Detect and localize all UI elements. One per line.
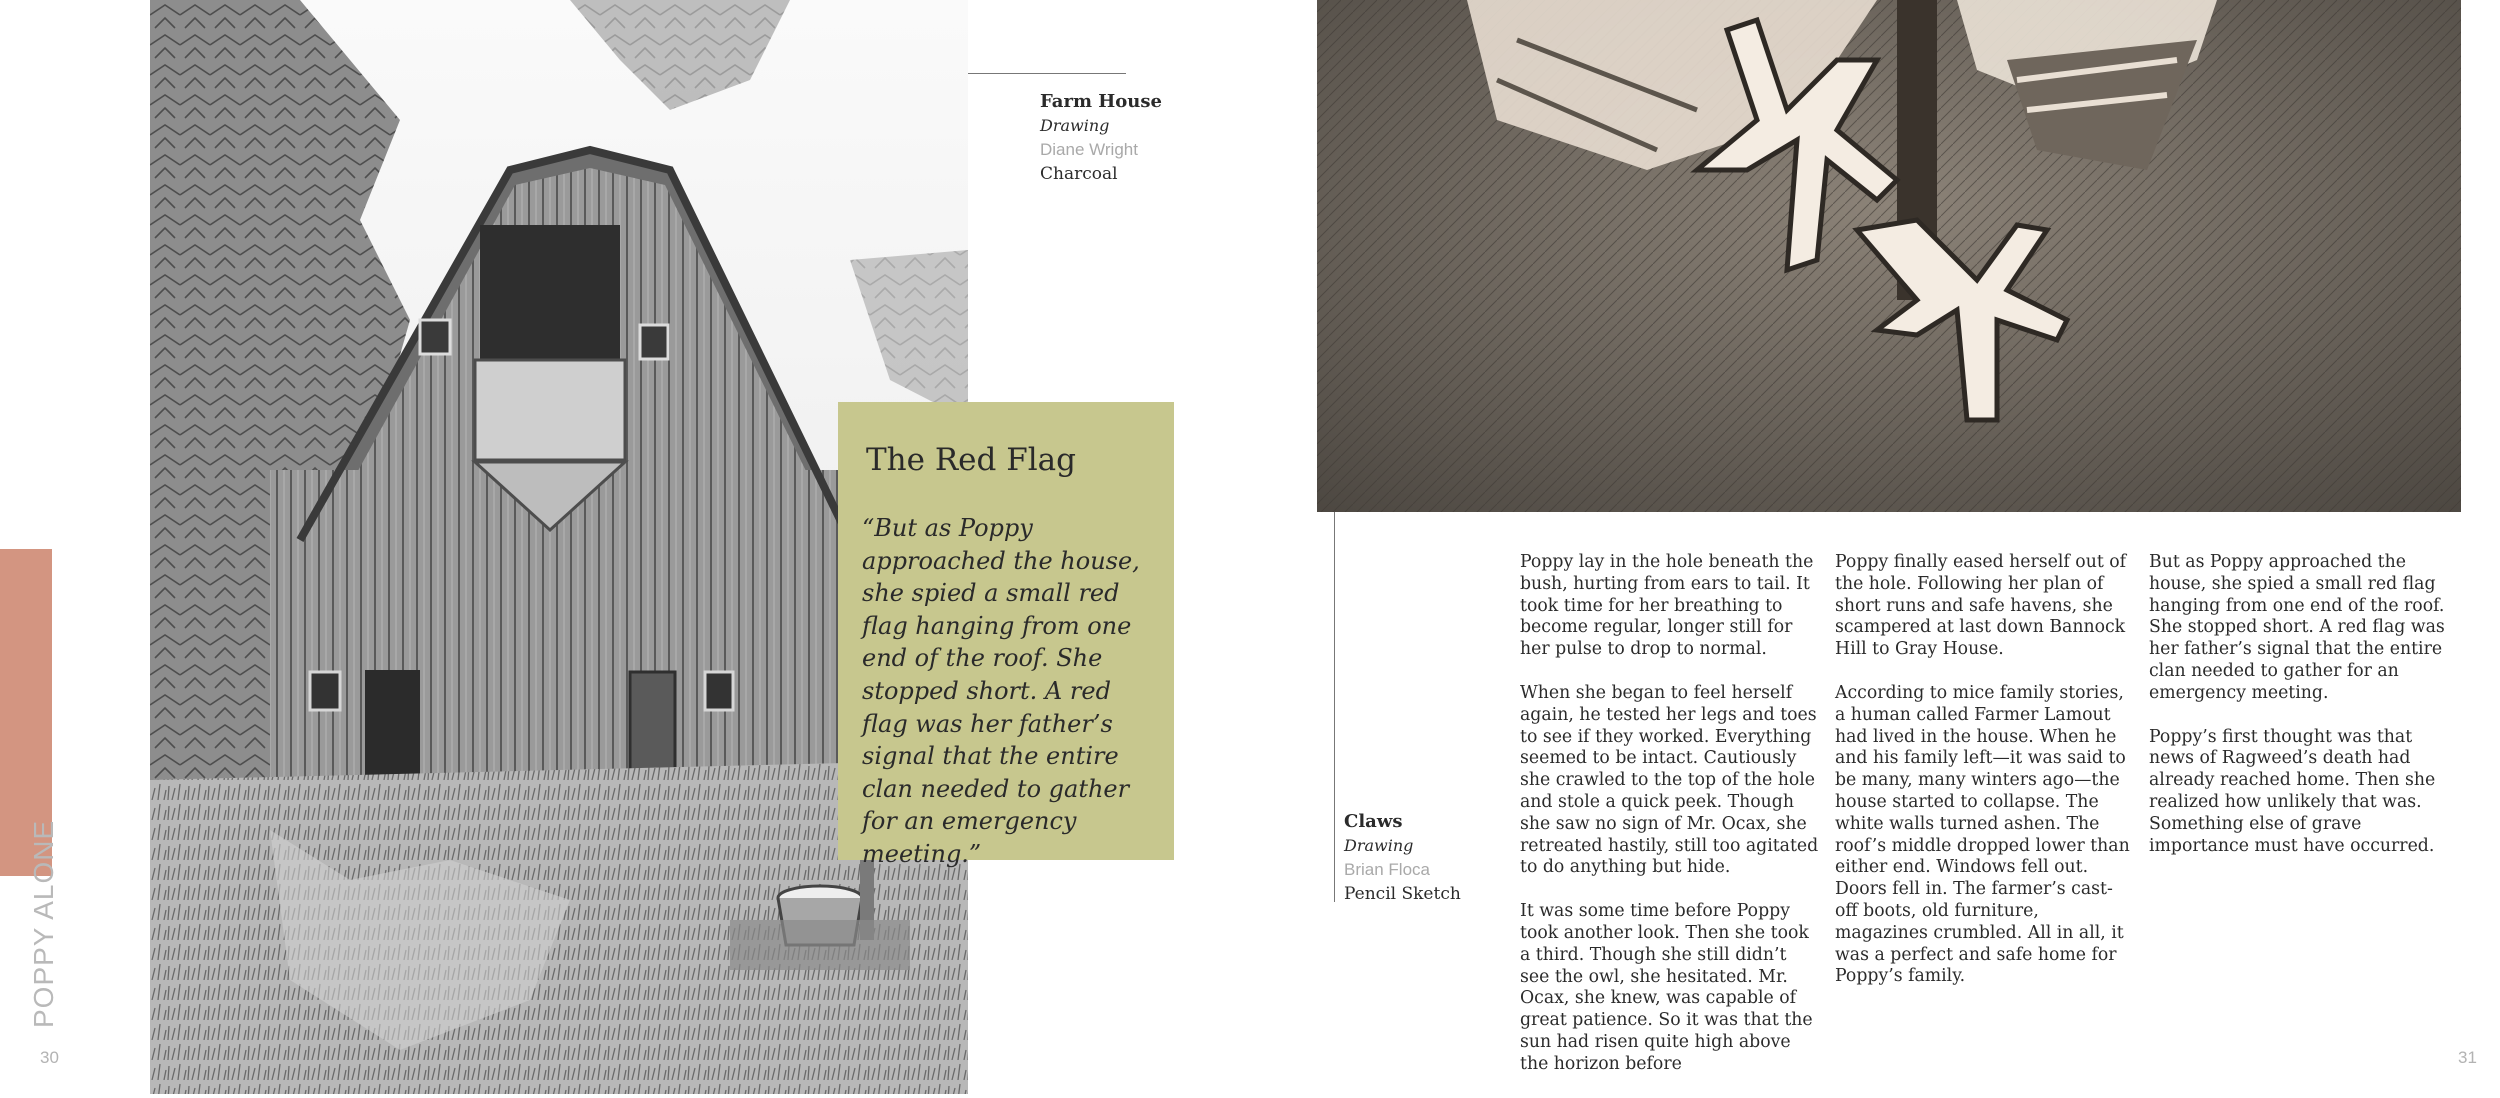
body-column-1 bbox=[1520, 552, 1820, 1098]
body-column-3 bbox=[2149, 552, 2449, 879]
body-column-2 bbox=[1835, 552, 2135, 1010]
paragraph: Poppy’s first thought was that news of Ragweed’s death had already reached home. Then she realized how unlikely that was. Something else of grave importance must have occurred. bbox=[2149, 726, 2436, 856]
paragraph: Poppy finally eased herself out of the hole. Following her plan of short runs and safe havens, she scampered at last down Bannock Hill to Gray House. bbox=[1835, 552, 2127, 660]
running-head: POPPY ALONE bbox=[28, 819, 59, 1028]
paragraph: Poppy lay in the hole beneath the bush, hurting from ears to tail. It took time for her breathing to become regular, longer still for her pulse to drop to normal. bbox=[1520, 552, 1814, 660]
caption-title: Farm House bbox=[1040, 91, 1162, 112]
caption-medium: Charcoal bbox=[1040, 164, 1118, 184]
paragraph: According to mice family stories, a human called Farmer Lamout had lived in the house. When he and his family left—it was said to be many, many winters ago—the house started to collapse. The white walls turned ashen. The roof’s middle dropped lower than either end. Windows fell out. Doors fell in. The farmer’s cast-off boots, old furniture, magazines crumbled. All in all, it was a perfect and safe home for Poppy’s family. bbox=[1835, 682, 2130, 987]
caption-rule-claws bbox=[1334, 512, 1335, 902]
caption-farm-house bbox=[1040, 90, 1162, 186]
caption-rule-farmhouse bbox=[968, 73, 1126, 74]
page-number-left: 30 bbox=[40, 1048, 59, 1067]
caption-medium: Pencil Sketch bbox=[1344, 884, 1461, 904]
caption-type: Drawing bbox=[1344, 836, 1414, 855]
paragraph: It was some time before Poppy took another look. Then she took a third. Though she still didn’t see the owl, she hesitated. Mr. Ocax, she knew, was capable of great patience. So it was that the sun had risen quite high above the horizon before bbox=[1520, 901, 1813, 1074]
caption-artist: Brian Floca bbox=[1344, 860, 1430, 879]
paragraph: But as Poppy approached the house, she spied a small red flag hanging from one end of the roof. She stopped short. A red flag was her father’s signal that the entire clan needed to gather for an emergency meeting. bbox=[2149, 552, 2445, 703]
pull-quote-title: The Red Flag bbox=[866, 442, 1076, 478]
caption-claws bbox=[1344, 810, 1461, 906]
caption-type: Drawing bbox=[1040, 116, 1110, 135]
caption-title: Claws bbox=[1344, 811, 1403, 832]
caption-artist: Diane Wright bbox=[1040, 140, 1138, 159]
claws-drawing bbox=[1317, 0, 2461, 512]
pull-quote-box bbox=[838, 402, 1174, 868]
paragraph: When she began to feel herself again, he tested her legs and toes to see if they worked. Everything seemed to be intact. Cautiously she crawled to the top of the hole and stole a quick peek. Though she saw no sign of Mr. Ocax, she retreated hastily, still too agitated to do anything but hide. bbox=[1520, 682, 1819, 878]
pull-quote-text: “But as Poppy approached the house, she spied a small red flag hanging from one end of the roof. She stopped short. A red flag was her father’s signal that the entire clan needed to gather for an emergency meeting.” bbox=[862, 514, 1140, 868]
page-number-right: 31 bbox=[2458, 1048, 2477, 1067]
